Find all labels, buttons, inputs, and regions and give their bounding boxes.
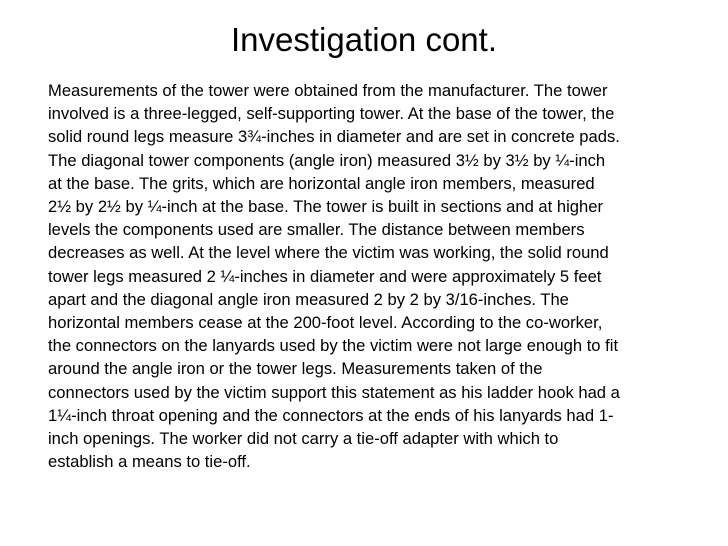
body-line: inch openings. The worker did not carry a tie-off adapter with which to bbox=[48, 429, 559, 449]
body-line: connectors used by the victim support this statement as his ladder hook had a bbox=[48, 382, 620, 402]
body-line: tower legs measured 2 ¼-inches in diameter and were approximately 5 feet bbox=[48, 266, 602, 286]
body-line: 2½ by 2½ by ¼-inch at the base. The tower is built in sections and at higher bbox=[48, 197, 603, 217]
body-line: 1¼-inch throat opening and the connectors at the ends of his lanyards had 1- bbox=[48, 405, 614, 425]
body-line: around the angle iron or the tower legs. Measurements taken of the bbox=[48, 359, 543, 379]
body-line: The diagonal tower components (angle iron) measured 3½ by 3½ by ¼-inch bbox=[48, 150, 606, 170]
body-line: establish a means to tie-off. bbox=[48, 452, 251, 472]
body-line: levels the components used are smaller. The distance between members bbox=[48, 220, 585, 240]
body-line: at the base. The grits, which are horizontal angle iron members, measured bbox=[48, 173, 595, 193]
body-line: solid round legs measure 3¾-inches in diameter and are set in concrete pads. bbox=[48, 127, 620, 147]
slide-title: Investigation cont. bbox=[231, 21, 497, 58]
body-line: decreases as well. At the level where the victim was working, the solid round bbox=[48, 243, 609, 263]
body-line: Measurements of the tower were obtained from the manufacturer. The tower bbox=[48, 81, 608, 100]
body-line: involved is a three-legged, self-supporting tower. At the base of the tower, the bbox=[48, 104, 615, 124]
body-line: apart and the diagonal angle iron measured 2 by 2 by 3/16-inches. The bbox=[48, 289, 569, 309]
body-line: the connectors on the lanyards used by the victim were not large enough to fit bbox=[48, 336, 619, 356]
body-line: horizontal members cease at the 200-foot level. According to the co-worker, bbox=[48, 313, 603, 333]
slide-body-text bbox=[48, 79, 688, 473]
